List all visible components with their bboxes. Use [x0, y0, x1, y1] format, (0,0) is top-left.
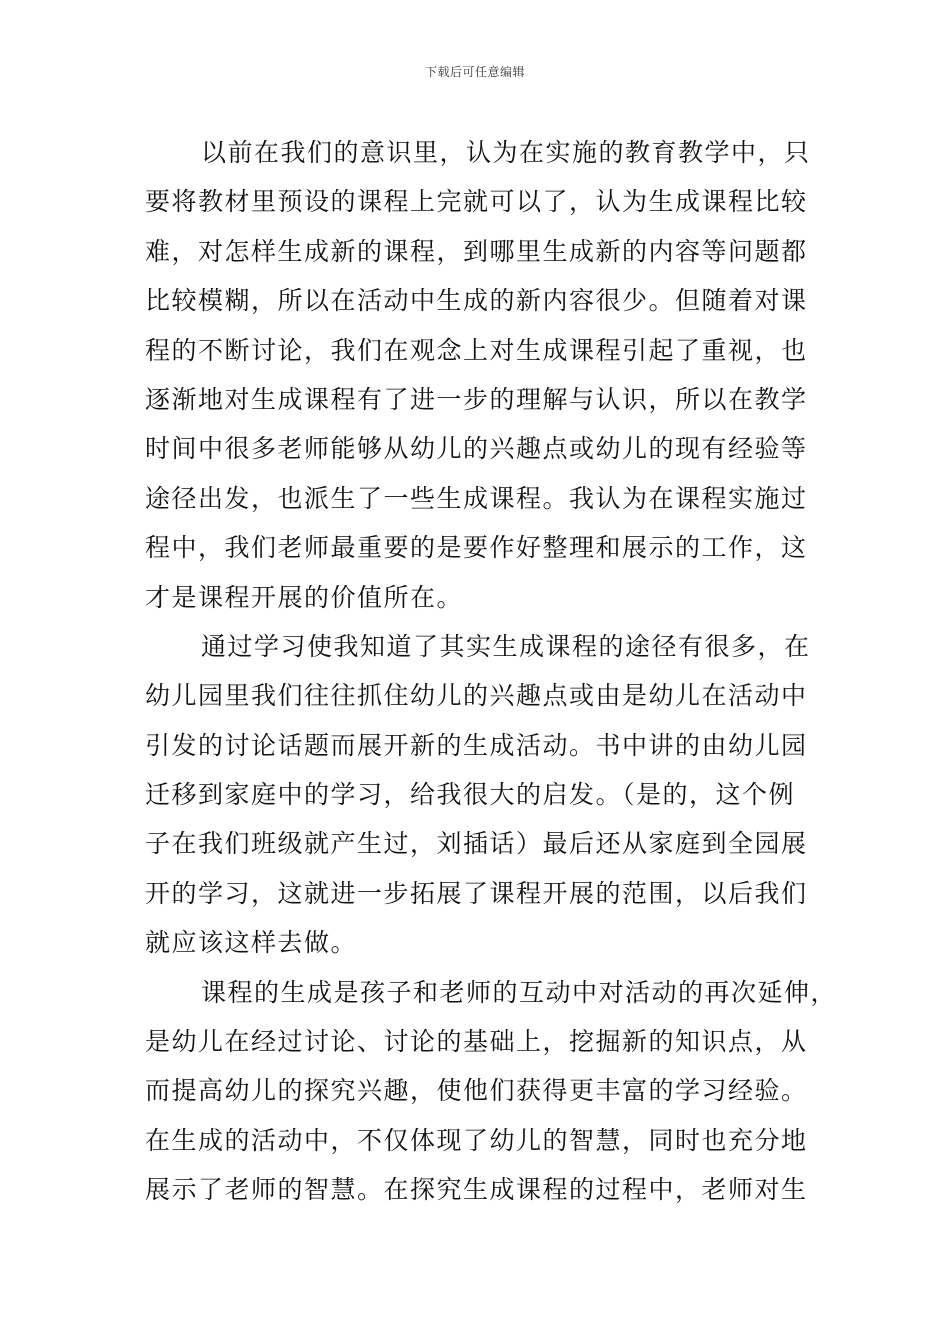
text-line: 幼儿园里我们往往抓住幼儿的兴趣点或由是幼儿在活动中	[145, 681, 808, 711]
text-line: 才是课程开展的价值所在。	[145, 582, 464, 612]
text-line: 而提高幼儿的探究兴趣，使他们获得更丰富的学习经验。	[145, 1076, 808, 1106]
text-line: 程中，我们老师最重要的是要作好整理和展示的工作，这	[145, 533, 808, 563]
paragraph-3	[145, 968, 838, 1215]
text-line: 时间中很多老师能够从幼儿的兴趣点或幼儿的现有经验等	[145, 434, 808, 464]
text-line: 引发的讨论话题而展开新的生成活动。书中讲的由幼儿园	[145, 730, 808, 760]
text-line: 逐渐地对生成课程有了进一步的理解与认识，所以在教学	[145, 384, 808, 414]
text-line: 通过学习使我知道了其实生成课程的途径有很多，在	[201, 631, 811, 661]
text-line: 就应该这样去做。	[145, 928, 358, 958]
text-line: 课程的生成是孩子和老师的互动中对活动的再次延伸，	[201, 977, 838, 1007]
text-line: 开的学习，这就进一步拓展了课程开展的范围，以后我们	[145, 878, 808, 908]
text-line: 迁移到家庭中的学习，给我很大的启发。（是的，这个例	[145, 780, 796, 810]
text-line: 展示了老师的智慧。在探究生成课程的过程中，老师对生	[145, 1175, 808, 1205]
text-line: 在生成的活动中，不仅体现了幼儿的智慧，同时也充分地	[145, 1125, 808, 1155]
text-line: 子在我们班级就产生过，刘插话）最后还从家庭到全园展	[145, 829, 808, 859]
text-line: 途径出发，也派生了一些生成课程。我认为在课程实施过	[145, 483, 808, 513]
text-line: 要将教材里预设的课程上完就可以了，认为生成课程比较	[145, 187, 808, 217]
text-line: 比较模糊，所以在活动中生成的新内容很少。但随着对课	[145, 286, 808, 316]
text-line: 是幼儿在经过讨论、讨论的基础上，挖掘新的知识点，从	[145, 1027, 808, 1057]
text-line: 难，对怎样生成新的课程，到哪里生成新的内容等问题都	[145, 236, 808, 266]
document-body	[145, 128, 838, 1215]
text-line: 以前在我们的意识里，认为在实施的教育教学中，只	[201, 138, 811, 167]
page-header: 下载后可任意编辑	[424, 65, 525, 79]
text-line: 程的不断讨论，我们在观念上对生成课程引起了重视，也	[145, 335, 808, 365]
paragraph-2	[145, 622, 810, 968]
paragraph-1	[145, 128, 810, 622]
